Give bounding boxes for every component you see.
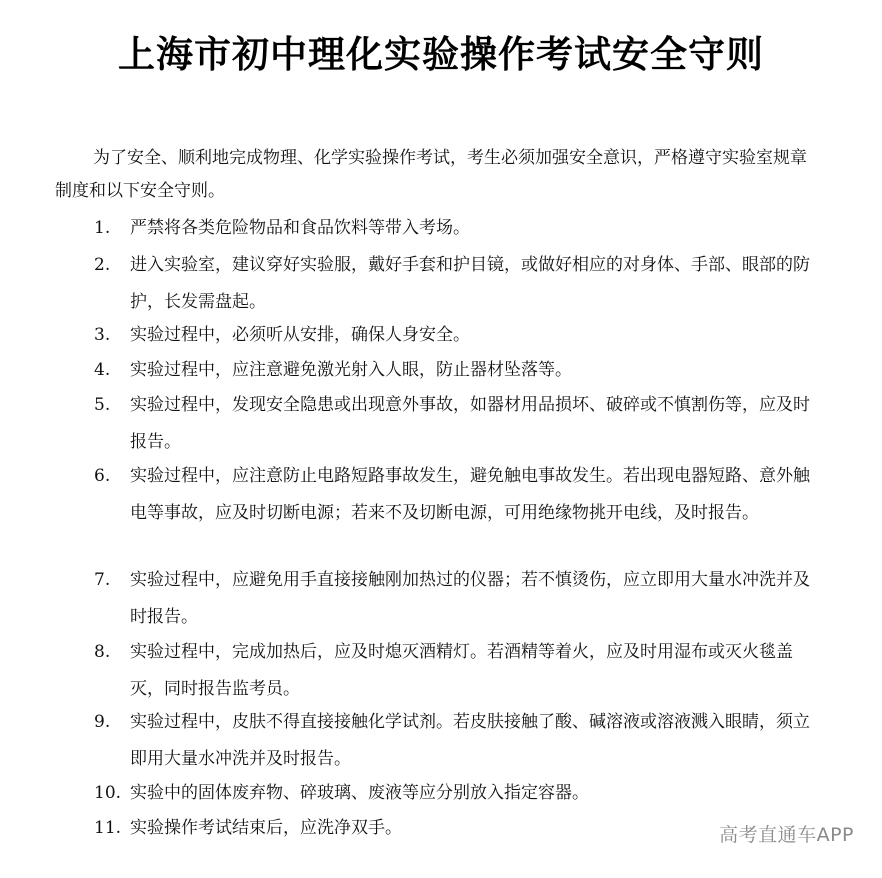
rule-number: 3. xyxy=(94,325,111,345)
rule-text: 实验过程中，应注意避免激光射入人眼，防止器材坠落等。 xyxy=(130,360,572,380)
rule-number: 2. xyxy=(94,255,111,275)
rule-text: 实验过程中，皮肤不得直接接触化学试剂。若皮肤接触了酸、碱溶液或溶液溅入眼睛，须立即用大量水冲洗并及时报告。 xyxy=(130,712,810,769)
rule-number: 10. xyxy=(94,783,122,803)
rule-text: 实验过程中，必须听从安排，确保人身安全。 xyxy=(130,325,470,345)
rule-text: 实验操作考试结束后，应洗净双手。 xyxy=(130,818,402,838)
intro-paragraph: 为了安全、顺利地完成物理、化学实验操作考试，考生必须加强安全意识，严格遵守实验室规章制度和以下安全守则。 xyxy=(55,148,807,201)
rule-number: 7. xyxy=(94,570,111,590)
rule-text: 实验中的固体废弃物、碎玻璃、废液等应分别放入指定容器。 xyxy=(130,783,589,803)
rule-number: 4. xyxy=(94,360,111,380)
rule-text: 进入实验室，建议穿好实验服，戴好手套和护目镜，或做好相应的对身体、手部、眼部的防护，长发需盘起。 xyxy=(130,255,810,312)
rule-text: 严禁将各类危险物品和食品饮料等带入考场。 xyxy=(130,218,470,238)
document-title: 上海市初中理化实验操作考试安全守则 xyxy=(118,33,764,76)
rule-item xyxy=(94,775,814,812)
rule-item xyxy=(94,810,814,847)
rule-item xyxy=(94,352,814,389)
rule-item xyxy=(94,317,814,354)
rule-item xyxy=(94,634,814,708)
rule-item xyxy=(94,704,814,778)
rule-number: 9. xyxy=(94,712,111,732)
watermark: 高考直通车APP xyxy=(719,824,854,846)
rule-number: 11. xyxy=(94,818,122,838)
rule-number: 5. xyxy=(94,395,111,415)
rule-item xyxy=(94,210,814,247)
rule-number: 8. xyxy=(94,642,111,662)
rule-text: 实验过程中，应注意防止电路短路事故发生，避免触电事故发生。若出现电器短路、意外触电等事故，应及时切断电源；若来不及切断电源，可用绝缘物挑开电线，及时报告。 xyxy=(130,466,810,523)
rule-number: 1. xyxy=(94,218,111,238)
rule-text: 实验过程中，完成加热后，应及时熄灭酒精灯。若酒精等着火，应及时用湿布或灭火毯盖灭，同时报告监考员。 xyxy=(130,642,793,699)
rule-item xyxy=(94,458,814,532)
rule-number: 6. xyxy=(94,466,111,486)
rule-item xyxy=(94,387,814,461)
rule-text: 实验过程中，发现安全隐患或出现意外事故，如器材用品损坏、破碎或不慎割伤等，应及时报告。 xyxy=(130,395,810,452)
rule-item xyxy=(94,562,814,636)
rule-text: 实验过程中，应避免用手直接接触刚加热过的仪器；若不慎烫伤，应立即用大量水冲洗并及时报告。 xyxy=(130,570,810,627)
rule-item xyxy=(94,247,814,321)
